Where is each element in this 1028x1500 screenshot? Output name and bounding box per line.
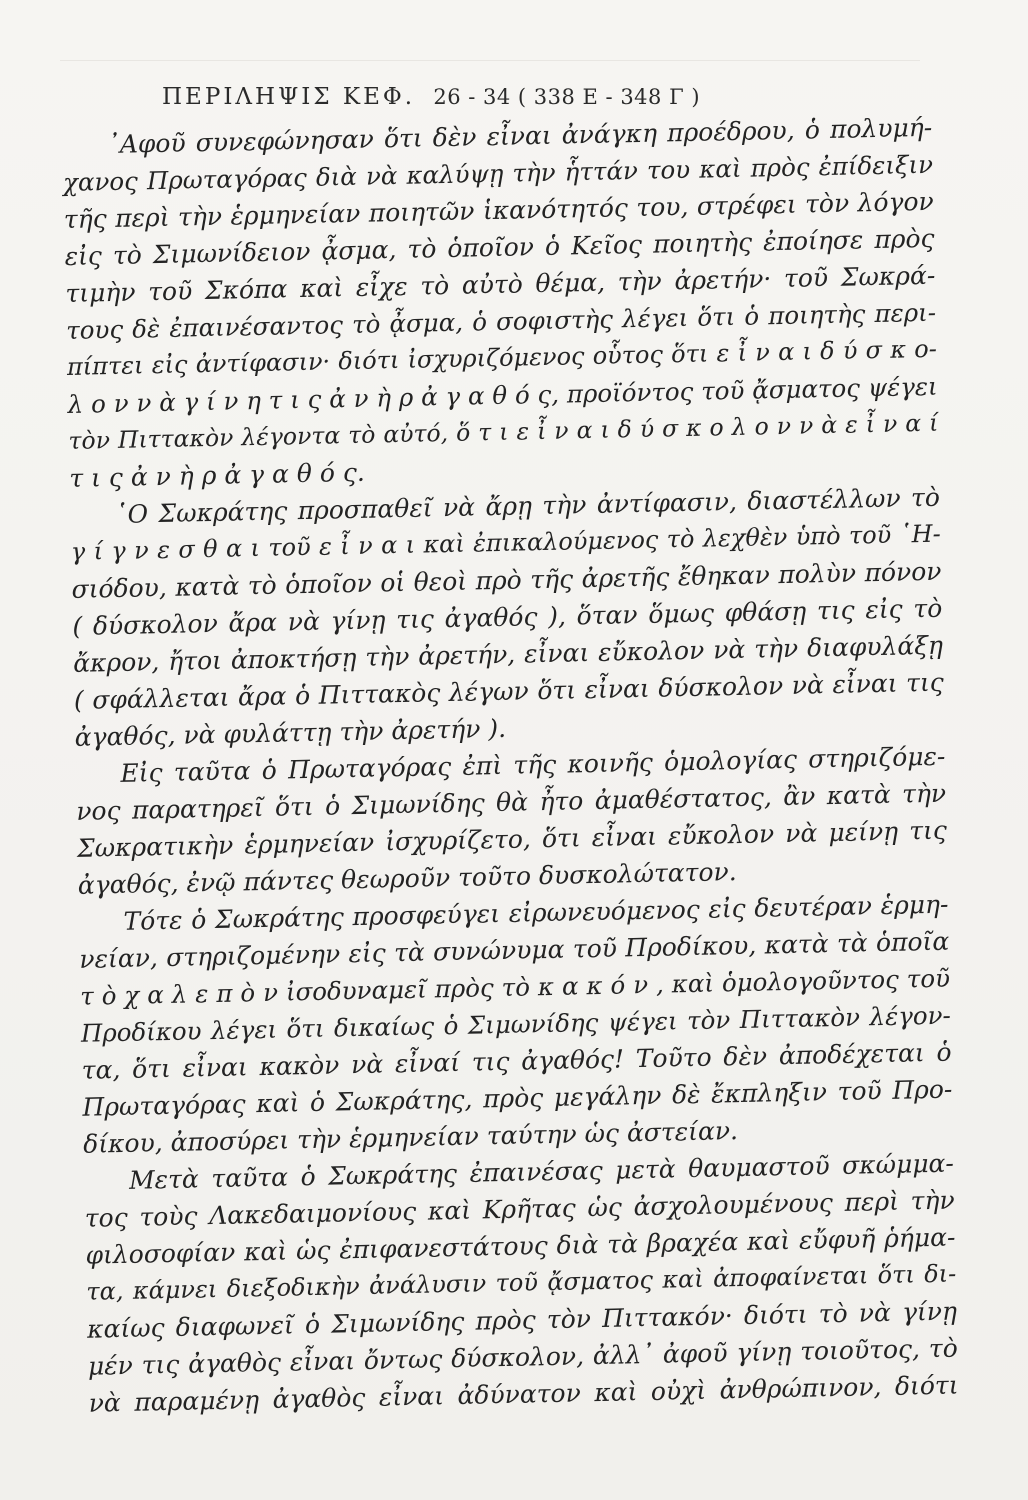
text-line: μέν τις ἀγαθὸς εἶναι ὄντως δύσκολον, ἀλλ᾿ ἀφοῦ γίνῃ τοιοῦτος, τὸ <box>87 1333 959 1381</box>
text-line: καίως διαφωνεῖ ὁ Σιμωνίδης πρὸς τὸν Πιττακόν· διότι τὸ νὰ γίνῃ <box>86 1296 958 1344</box>
text-line: σιόδου, κατὰ τὸ ὁποῖον οἱ θεοὶ πρὸ τῆς ἀρετῆς ἔθηκαν πολὺν πόνον <box>71 556 942 604</box>
text-line: Εἰς ταῦτα ὁ Πρωταγόρας ἐπὶ τῆς κοινῆς ὁμολογίας στηριζόμε- <box>120 741 946 788</box>
text-line: πίπτει εἰς ἀντίφασιν· διότι ἰσχυριζόμενος οὗτος ὅτι ε ἶ ν α ι δ ύ σ κ ο- <box>66 334 938 381</box>
text-line: νος παρατηρεῖ ὅτι ὁ Σιμωνίδης θὰ ἦτο ἀμαθέστατος, ἂν κατὰ τὴν <box>75 778 947 826</box>
text-line: τος τοὺς Λακεδαιμονίους καὶ Κρῆτας ὡς ἀσχολουμένους περὶ τὴν <box>84 1185 955 1233</box>
paragraph-3 <box>75 741 948 901</box>
text-line: γ ί γ ν ε σ θ α ι τοῦ ε ἶ ν α ι καὶ ἐπικαλούμενος τὸ λεχθὲν ὑπὸ τοῦ ῾Η- <box>70 519 941 566</box>
text-line: ἄκρον, ἤτοι ἀποκτήσῃ τὴν ἀρετήν, εἶναι εὔκολον νὰ τὴν διαφυλάξῃ <box>72 630 944 678</box>
paragraph-4 <box>78 889 953 1160</box>
running-head-reference: 26 - 34 ( 338 Ε - 348 Γ ) <box>433 85 701 109</box>
text-line: τα, ὅτι εἶναι κακὸν νὰ εἶναί τις ἀγαθός! Τοῦτο δὲν ἀποδέχεται ὁ <box>81 1037 952 1085</box>
text-line: Πρωταγόρας καὶ ὁ Σωκράτης, πρὸς μεγάλην δὲ ἔκπληξιν τοῦ Προ- <box>82 1074 953 1122</box>
text-line: τους δὲ ἐπαινέσαντος τὸ ᾆσμα, ὁ σοφιστὴς λέγει ὅτι ὁ ποιητὴς περι- <box>65 297 937 345</box>
text-line: τὸν Πιττακὸν λέγοντα τὸ αὐτό, ὅ τ ι ε ἶ ν α ι δ ύ σ κ ο λ ο ν ν ὰ ε ἶ ν α ί <box>68 408 939 455</box>
running-head-title: ΠΕΡΙΛΗΨΙΣ ΚΕΦ. <box>162 84 416 110</box>
text-line: ᾿Αφοῦ συνεφώνησαν ὅτι δὲν εἶναι ἀνάγκη προέδρου, ὁ πολυμή- <box>107 112 933 160</box>
paragraph-5 <box>84 1148 959 1419</box>
text-line: ἀγαθός, νὰ φυλάττῃ τὴν ἀρετήν ). <box>74 713 507 752</box>
bleed-through-rule <box>60 60 920 61</box>
text-line: τ ι ς ἀ ν ὴ ρ ἀ γ α θ ό ς. <box>68 457 366 493</box>
text-line: ἀγαθός, ἐνῷ πάντες θεωροῦν τοῦτο δυσκολώτατον. <box>77 857 737 900</box>
text-line: δίκου, ἀποσύρει τὴν ἑρμηνείαν ταύτην ὡς ἀστείαν. <box>82 1116 739 1159</box>
body-text <box>62 112 959 1425</box>
text-line: Μετὰ ταῦτα ὁ Σωκράτης ἐπαινέσας μετὰ θαυμαστοῦ σκώμμα- <box>128 1148 955 1195</box>
text-line: τα, κάμνει διεξοδικὴν ἀνάλυσιν τοῦ ᾄσματος καὶ ἀποφαίνεται ὅτι δι- <box>86 1259 957 1306</box>
text-line: Προδίκου λέγει ὅτι δικαίως ὁ Σιμωνίδης ψέγει τὸν Πιττακὸν λέγον- <box>80 1000 952 1048</box>
paragraph-2 <box>70 482 945 753</box>
paragraph-1 <box>62 112 939 494</box>
text-line: νείαν, στηριζομένην εἰς τὰ συνώνυμα τοῦ Προδίκου, κατὰ τὰ ὁποῖα <box>79 926 950 974</box>
text-line: εἰς τὸ Σιμωνίδειον ᾆσμα, τὸ ὁποῖον ὁ Κεῖος ποιητὴς ἐποίησε πρὸς <box>64 223 935 271</box>
text-line: χανος Πρωταγόρας διὰ νὰ καλύψῃ τὴν ἧττάν του καὶ πρὸς ἐπίδειξιν <box>62 149 934 197</box>
text-line: ῾Ο Σωκράτης προσπαθεῖ νὰ ἄρῃ τὴν ἀντίφασιν, διαστέλλων τὸ <box>114 482 941 529</box>
text-line: νὰ παραμένῃ ἀγαθὸς εἶναι ἀδύνατον καὶ οὐχὶ ἀνθρώπινον, διότι <box>88 1370 959 1418</box>
text-line: Τότε ὁ Σωκράτης προσφεύγει εἰρωνευόμενος εἰς δευτέραν ἑρμη- <box>123 889 949 936</box>
text-line: λ ο ν ν ὰ γ ί ν η τ ι ς ἀ ν ὴ ρ ἀ γ α θ ό ς, προϊόντος τοῦ ᾄσματος ψέγει <box>67 371 938 419</box>
text-line: ( σφάλλεται ἄρα ὁ Πιττακὸς λέγων ὅτι εἶναι δύσκολον νὰ εἶναι τις <box>73 667 945 715</box>
text-line: τῆς περὶ τὴν ἑρμηνείαν ποιητῶν ἱκανότητός του, στρέφει τὸν λόγον <box>63 186 934 234</box>
text-line: τ ὸ χ α λ ε π ὸ ν ἰσοδυναμεῖ πρὸς τὸ κ α κ ό ν , καὶ ὁμολογοῦντος τοῦ <box>79 963 951 1011</box>
text-line: ( δύσκολον ἄρα νὰ γίνῃ τις ἀγαθός ), ὅταν ὅμως φθάσῃ τις εἰς τὸ <box>72 593 943 641</box>
text-line: τιμὴν τοῦ Σκόπα καὶ εἶχε τὸ αὐτὸ θέμα, τὴν ἀρετήν· τοῦ Σωκρά- <box>65 260 936 308</box>
text-line: Σωκρατικὴν ἑρμηνείαν ἰσχυρίζετο, ὅτι εἶναι εὔκολον νὰ μείνῃ τις <box>76 815 948 863</box>
text-line: φιλοσοφίαν καὶ ὡς ἐπιφανεστάτους διὰ τὰ βραχέα καὶ εὔφυῆ ῥήμα- <box>85 1222 956 1270</box>
running-head <box>162 84 700 110</box>
